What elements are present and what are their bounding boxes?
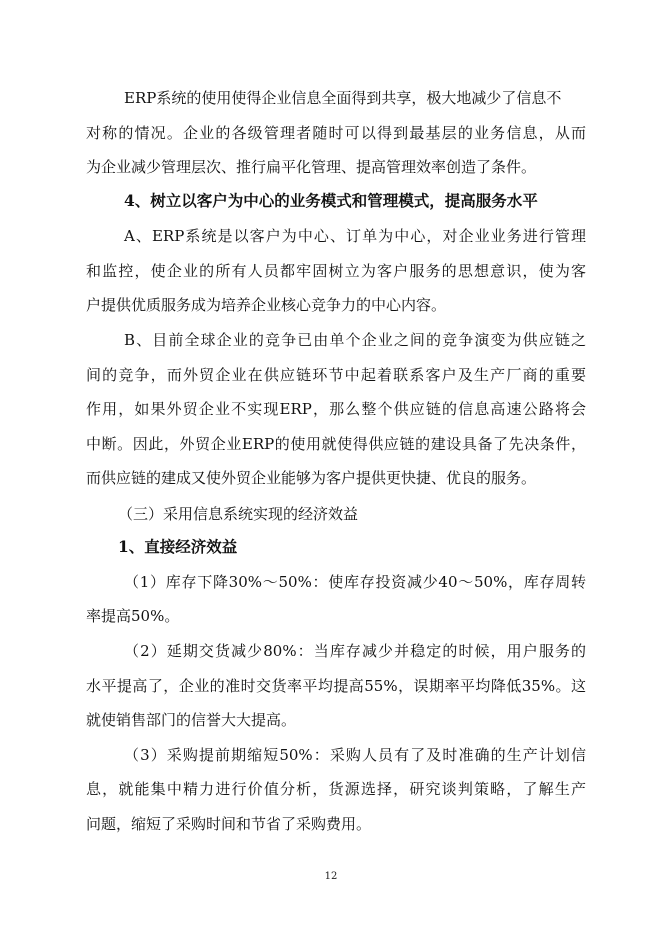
page-number: 12 — [324, 871, 338, 882]
paragraph-line: 作用，如果外贸企业不实现ERP，那么整个供应链的信息高速公路将会 — [86, 400, 586, 418]
subsection-heading: （三）采用信息系统实现的经济效益 — [118, 505, 359, 523]
paragraph-line: 为企业减少管理层次、推行扁平化管理、提高管理效率创造了条件。 — [86, 158, 537, 176]
paragraph-line: （3）采购提前期缩短50%：采购人员有了及时准确的生产计划信 — [124, 746, 586, 764]
paragraph-line: （1）库存下降30%～50%：使库存投资减少40～50%，库存周转 — [124, 573, 586, 591]
paragraph-line: 水平提高了，企业的准时交货率平均提高55%，误期率平均降低35%。这 — [86, 677, 586, 695]
paragraph-line: 率提高50%。 — [86, 607, 180, 625]
paragraph-line: ERP系统的使用使得企业信息全面得到共享，极大地减少了信息不 — [124, 89, 562, 107]
paragraph-line: A、ERP系统是以客户为中心、订单为中心，对企业业务进行管理 — [124, 227, 586, 245]
paragraph-line: 息，就能集中精力进行价值分析，货源选择，研究谈判策略，了解生产 — [86, 780, 586, 798]
paragraph-line: 和监控，使企业的所有人员都牢固树立为客户服务的思想意识，使为客 — [86, 262, 586, 280]
section-heading: 4、树立以客户为中心的业务模式和管理模式，提高服务水平 — [124, 191, 538, 210]
paragraph-line: 就使销售部门的信誉大大提高。 — [86, 711, 297, 729]
paragraph-line: 对称的情况。企业的各级管理者随时可以得到最基层的业务信息，从而 — [86, 124, 586, 142]
section-heading: 1、直接经济效益 — [118, 537, 238, 556]
paragraph-line: （2）延期交货减少80%：当库存减少并稳定的时候，用户服务的 — [124, 642, 586, 660]
paragraph-line: 问题，缩短了采购时间和节省了采购费用。 — [86, 815, 372, 833]
paragraph-line: B、目前全球企业的竞争已由单个企业之间的竞争演变为供应链之 — [124, 331, 586, 349]
paragraph-line: 中断。因此，外贸企业ERP的使用就使得供应链的建设具备了先决条件， — [86, 435, 586, 453]
paragraph-line: 而供应链的建成又使外贸企业能够为客户提供更快捷、优良的服务。 — [86, 469, 537, 487]
paragraph-line: 间的竞争，而外贸企业在供应链环节中起着联系客户及生产厂商的重要 — [86, 366, 586, 384]
paragraph-line: 户提供优质服务成为培养企业核心竞争力的中心内容。 — [86, 296, 447, 314]
